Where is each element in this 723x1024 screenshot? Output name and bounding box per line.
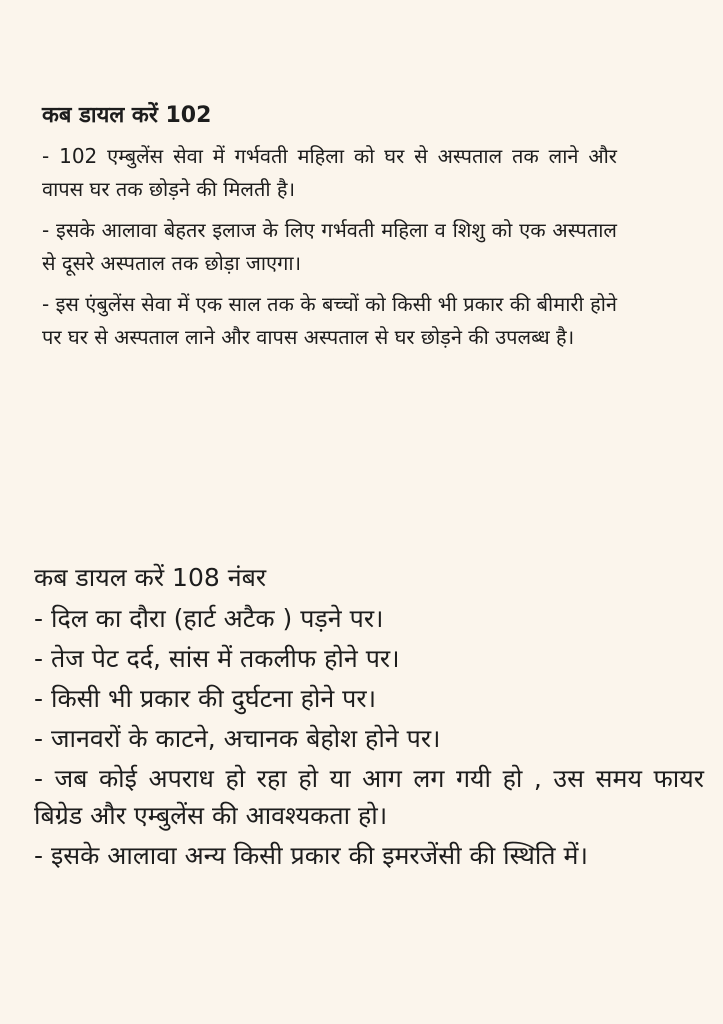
list-item: - जब कोई अपराध हो रहा हो या आग लग गयी हो , उस समय फायर बिग्रेड और एम्बुलेंस की आवश्यकता हो। — [34, 764, 704, 830]
paragraph: - 102 एम्बुलेंस सेवा में गर्भवती महिला को घर से अस्पताल तक लाने और वापस घर तक छोड़ने की मिलती है। — [42, 144, 617, 201]
list-item: - दिल का दौरा (हार्ट अटैक ) पड़ने पर। — [34, 604, 384, 633]
section-dial-102 — [42, 100, 617, 362]
list-item: - तेज पेट दर्द, सांस में तकलीफ होने पर। — [34, 644, 400, 673]
paragraph: - इस एंबुलेंस सेवा में एक साल तक के बच्चों को किसी भी प्रकार की बीमारी होने पर घर से अस्पताल लाने और वापस अस्पताल से घर छोड़ने की उपलब्ध है। — [42, 292, 617, 349]
list-item: - जानवरों के काटने, अचानक बेहोश होने पर। — [34, 724, 441, 753]
list-item: - इसके आलावा अन्य किसी प्रकार की इमरजेंसी की स्थिति में। — [34, 841, 588, 870]
section-heading-102: कब डायल करें 102 — [42, 103, 212, 128]
section-dial-108 — [34, 560, 704, 877]
section-heading-108: कब डायल करें 108 नंबर — [34, 563, 267, 592]
list-item: - किसी भी प्रकार की दुर्घटना होने पर। — [34, 684, 377, 713]
paragraph: - इसके आलावा बेहतर इलाज के लिए गर्भवती महिला व शिशु को एक अस्पताल से दूसरे अस्पताल तक छोड़ा जाएगा। — [42, 218, 617, 275]
